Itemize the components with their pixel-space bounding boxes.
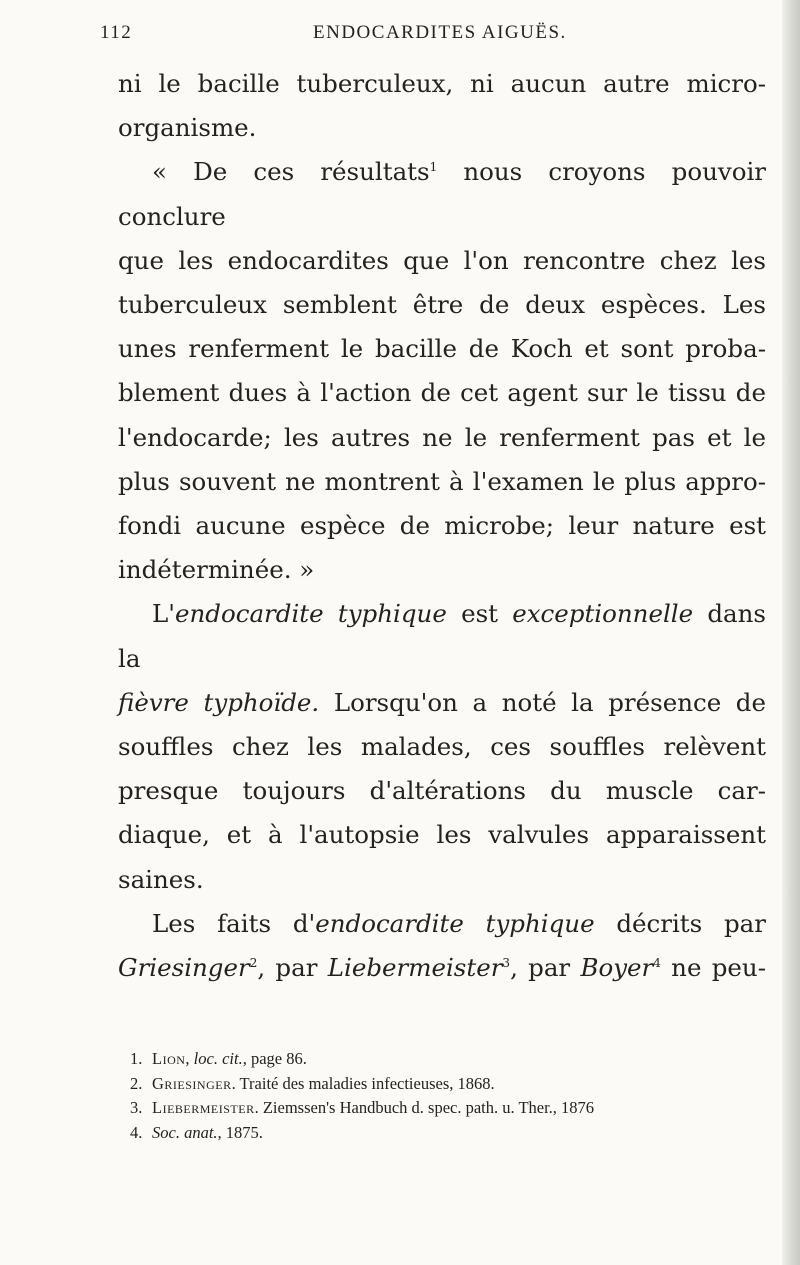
text-line: fondi aucune espèce de microbe; leur nature est bbox=[118, 511, 766, 541]
text-line: indéterminée. » bbox=[118, 555, 315, 585]
text-line: fièvre typhoïde. Lorsqu'on a noté la présence de bbox=[118, 687, 766, 717]
footnote-ref: 3 bbox=[502, 955, 511, 970]
footnote: 3. Liebermeister. Ziemssen's Handbuch d. spec. path. u. Ther., 1876 bbox=[130, 1098, 595, 1117]
page-edge-shadow bbox=[782, 0, 800, 1265]
text-line: diaque, et à l'autopsie les valvules apparaissent bbox=[118, 820, 766, 850]
text-line: presque toujours d'altérations du muscle car- bbox=[118, 776, 766, 806]
text-line: Les faits d'endocardite typhique décrits par bbox=[152, 908, 766, 938]
footnote-ref: 4 bbox=[653, 955, 661, 970]
text-line: ni le bacille tuberculeux, ni aucun autre micro- bbox=[118, 69, 766, 98]
body-text bbox=[118, 62, 766, 990]
footnote-ref: 2 bbox=[249, 955, 258, 970]
text-line: plus souvent ne montrent à l'examen le plus appro- bbox=[118, 466, 766, 496]
text-line: tuberculeux semblent être de deux espèces. Les bbox=[118, 290, 766, 320]
running-title: ENDOCARDITES AIGUËS. bbox=[313, 22, 567, 43]
footnote: 2. Griesinger. Traité des maladies infectieuses, 1868. bbox=[130, 1073, 495, 1093]
paragraph-1 bbox=[118, 62, 766, 150]
text-line: organisme. bbox=[118, 113, 257, 143]
paragraph-2-quote bbox=[118, 150, 766, 592]
footnote: 1. Lion, loc. cit., page 86. bbox=[130, 1049, 307, 1068]
text-line: souffles chez les malades, ces souffles relèvent bbox=[118, 732, 766, 762]
text-line: blement dues à l'action de cet agent sur le tissu de bbox=[118, 378, 766, 408]
text-line: L'endocardite typhique est exceptionnelle dans la bbox=[118, 599, 767, 673]
text-line: saines. bbox=[118, 864, 204, 894]
page-number: 112 bbox=[100, 22, 133, 43]
text-line: l'endocarde; les autres ne le renferment pas et le bbox=[118, 422, 766, 452]
footnote: 4. Soc. anat., 1875. bbox=[130, 1122, 263, 1142]
footnote-ref: 1 bbox=[429, 160, 438, 175]
text-line: que les endocardites que l'on rencontre chez les bbox=[118, 245, 766, 275]
paragraph-3 bbox=[118, 592, 766, 901]
footnotes bbox=[130, 1047, 750, 1145]
text-line: « De ces résultats$^1$ nous croyons pouvoir conclure bbox=[118, 157, 766, 231]
text-line: unes renferment le bacille de Koch et sont proba- bbox=[118, 334, 766, 364]
page-header bbox=[100, 22, 760, 52]
paragraph-4 bbox=[118, 902, 766, 990]
text-line: Griesinger$^2$, par Liebermeister$^3$, par Boyer$^4$ ne peu- bbox=[118, 953, 766, 983]
